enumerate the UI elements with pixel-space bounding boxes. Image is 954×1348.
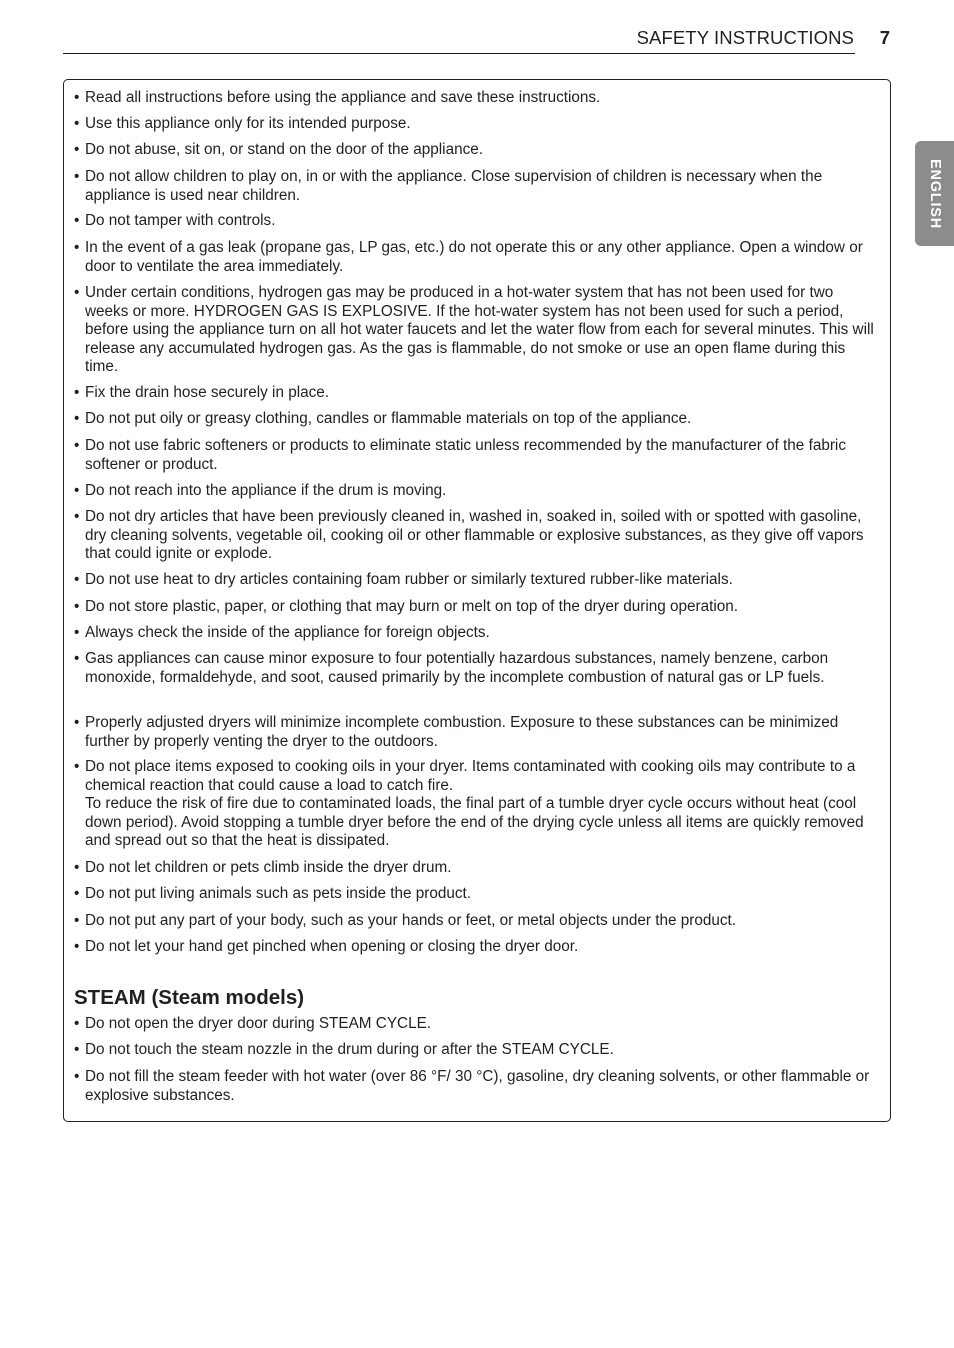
header-divider: [63, 53, 855, 54]
list-item: [74, 482, 880, 501]
list-item-text: Do not dry articles that have been previously cleaned in, washed in, soaked in, soiled with or spotted with gasoline, dry cleaning solvents, vegetable oil, cooking oil or other flammable or explosive substances, as they give off vapors that could ignite or explode.: [85, 508, 864, 562]
list-item: [74, 141, 880, 160]
language-tab-label: ENGLISH: [926, 158, 943, 229]
page-number: 7: [879, 27, 890, 48]
bullet: •: [74, 1015, 80, 1032]
list-item: [74, 508, 880, 564]
steam-section-title: STEAM (Steam models): [74, 986, 305, 1009]
list-item-text: Do not allow children to play on, in or with the appliance. Close supervision of children is necessary when the appliance is used near children.: [85, 168, 823, 204]
bullet: •: [74, 598, 80, 615]
bullet: •: [74, 650, 80, 667]
list-item: [74, 239, 880, 276]
bullet: •: [74, 115, 80, 132]
list-item: [74, 714, 880, 751]
list-item: [74, 650, 880, 687]
bullet: •: [74, 212, 80, 229]
bullet: •: [74, 571, 80, 588]
list-item-text: Do not tamper with controls.: [85, 212, 276, 229]
list-item-text: Under certain conditions, hydrogen gas may be produced in a hot-water system that has not been used for two weeks or more. HYDROGEN GAS IS EXPLOSIVE. If the hot-water system has not been used for such a period, before using the appliance turn on all hot water faucets and let the water flow from each for several minutes. This will release any accumulated hydrogen gas. As the gas is flammable, do not smoke or use an open flame during this time.: [85, 284, 874, 375]
list-item-text: Do not fill the steam feeder with hot water (over 86 °F/ 30 °C), gasoline, dry cleaning solvents, or other flammable or explosive substances.: [85, 1068, 870, 1104]
language-tab: [915, 141, 954, 246]
bullet: •: [74, 1068, 80, 1085]
list-item: [74, 410, 880, 429]
page-header: [63, 27, 891, 53]
list-item: [74, 168, 880, 205]
list-item-text: Do not open the dryer door during STEAM CYCLE.: [85, 1015, 432, 1032]
list-item-text: Do not abuse, sit on, or stand on the door of the appliance.: [85, 141, 483, 158]
list-item-text: Do not use heat to dry articles containing foam rubber or similarly textured rubber-like materials.: [85, 571, 733, 588]
list-item-text: Do not store plastic, paper, or clothing that may burn or melt on top of the dryer during operation.: [85, 598, 739, 615]
bullet: •: [74, 938, 80, 955]
bullet: •: [74, 284, 80, 301]
list-item-text: Read all instructions before using the appliance and save these instructions.: [85, 89, 601, 106]
list-item: [74, 912, 880, 931]
list-item: [74, 598, 880, 617]
bullet: •: [74, 624, 80, 641]
bullet: •: [74, 758, 80, 775]
bullet: •: [74, 482, 80, 499]
list-item-text: Do not let your hand get pinched when opening or closing the dryer door.: [85, 938, 579, 955]
list-item-text: Do not put living animals such as pets inside the product.: [85, 885, 472, 902]
bullet: •: [74, 859, 80, 876]
list-item: [74, 938, 880, 957]
list-item-text: Use this appliance only for its intended purpose.: [85, 115, 411, 132]
list-item-text: Do not put any part of your body, such as your hands or feet, or metal objects under the product.: [85, 912, 737, 929]
list-item-text: Do not put oily or greasy clothing, candles or flammable materials on top of the appliance.: [85, 410, 692, 427]
list-item: [74, 115, 880, 134]
list-item: [74, 885, 880, 904]
list-item: [74, 859, 880, 878]
bullet: •: [74, 437, 80, 454]
bullet: •: [74, 410, 80, 427]
bullet: •: [74, 912, 80, 929]
list-item: [74, 384, 880, 403]
list-item: [74, 1041, 880, 1060]
list-item: [74, 1015, 880, 1034]
section-title: SAFETY INSTRUCTIONS: [636, 27, 854, 48]
bullet: •: [74, 384, 80, 401]
list-item: [74, 284, 880, 377]
list-item-text: Properly adjusted dryers will minimize incomplete combustion. Exposure to these substances can be minimized further by properly venting the dryer to the outdoors.: [85, 714, 839, 750]
list-item: [74, 624, 880, 643]
list-item: [74, 1068, 880, 1105]
list-item: [74, 758, 880, 851]
list-item-text: Do not touch the steam nozzle in the drum during or after the STEAM CYCLE.: [85, 1041, 614, 1058]
list-item: [74, 437, 880, 474]
bullet: •: [74, 239, 80, 256]
bullet: •: [74, 89, 80, 106]
list-item-text: Gas appliances can cause minor exposure to four potentially hazardous substances, namely benzene, carbon monoxide, formaldehyde, and soot, caused primarily by the incomplete combustion of natural gas or LP fuels.: [85, 650, 829, 686]
list-item-text: In the event of a gas leak (propane gas, LP gas, etc.) do not operate this or any other appliance. Open a window or door to ventilate the area immediately.: [85, 239, 863, 275]
bullet: •: [74, 1041, 80, 1058]
bullet: •: [74, 885, 80, 902]
bullet: •: [74, 508, 80, 525]
list-item-text: Always check the inside of the appliance for foreign objects.: [85, 624, 490, 641]
list-item: [74, 571, 880, 590]
bullet: •: [74, 168, 80, 185]
list-item-text: Do not use fabric softeners or products to eliminate static unless recommended by the manufacturer of the fabric softener or product.: [85, 437, 846, 473]
list-item-text: Do not reach into the appliance if the drum is moving.: [85, 482, 447, 499]
list-item-text: Fix the drain hose securely in place.: [85, 384, 330, 401]
bullet: •: [74, 141, 80, 158]
list-item: [74, 212, 880, 231]
list-item: [74, 89, 880, 108]
list-item-text: Do not place items exposed to cooking oils in your dryer. Items contaminated with cooking oils may contribute to a chemical reaction that could cause a load to catch fire. To reduce the risk of fire due to contaminated loads, the final part of a tumble dryer cycle occurs without heat (cool down period). Avoid stopping a tumble dryer before the end of the drying cycle unless all items are quickly removed and spread out so that the heat is dissipated.: [85, 758, 864, 849]
safety-instructions-box: [63, 79, 891, 1122]
bullet: •: [74, 714, 80, 731]
list-item-text: Do not let children or pets climb inside the dryer drum.: [85, 859, 452, 876]
